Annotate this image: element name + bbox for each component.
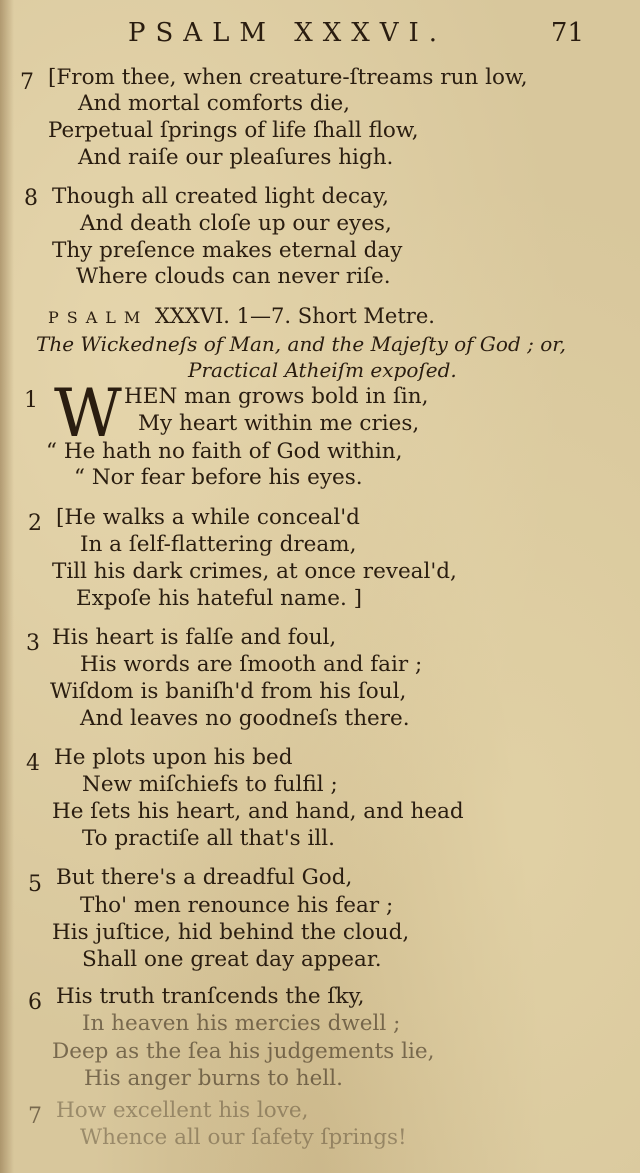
verse-line: In a ſelf-flattering dream, [80,532,357,557]
verse-line: His heart is falſe and foul, [52,625,337,650]
verse-line: Expoſe his hateful name. ] [76,586,363,611]
verse-line: [From thee, when creature-ſtreams run low, [48,65,528,90]
hymn-heading-rest: XXXVI. 1—7. Short Metre. [154,304,435,328]
stanza-number: 3 [26,631,40,656]
verse-line: New miſchiefs to fulfil ; [82,772,338,797]
verse-line: Perpetual ſprings of life ſhall flow, [48,118,419,143]
verse-line: Deep as the ſea his judgements lie, [52,1039,435,1064]
hymn-subtitle: Practical Atheiſm expoſed. [188,358,457,382]
stanza-number: 1 [24,388,38,413]
verse-line: “ Nor fear before his eyes. [74,465,363,490]
page-gutter-shadow [0,0,14,1173]
drop-cap: W [54,375,122,452]
verse-line: Thy preſence makes eternal day [52,238,403,263]
verse-line: Wiſdom is baniſh'd from his ſoul, [50,679,407,704]
verse-line: And leaves no goodneſs there. [80,706,410,731]
verse-line: Till his dark crimes, at once reveal'd, [52,559,457,584]
verse-line: Shall one great day appear. [82,947,382,972]
verse-line: In heaven his mercies dwell ; [82,1011,401,1036]
running-title: PSALM XXXVI. [128,18,448,48]
verse-line: His anger burns to hell. [84,1066,343,1091]
verse-line: My heart within me cries, [138,411,420,436]
verse-line: And death cloſe up our eyes, [80,211,392,236]
verse-line: Tho' men renounce his fear ; [80,893,394,918]
stanza-number: 8 [24,186,38,211]
running-head [0,18,640,52]
hymn-heading [48,303,435,331]
verse-line: His truth tranſcends the ſky, [56,984,365,1009]
stanza-number: 5 [28,872,42,897]
verse-line: He plots upon his bed [54,745,293,770]
verse-line: Though all created light decay, [52,184,389,209]
verse-line: And raiſe our pleaſures high. [78,145,394,170]
verse-line: To practiſe all that's ill. [82,826,335,851]
verse-line: “ He hath no faith of God within, [46,439,403,464]
verse-line: He ſets his heart, and hand, and head [52,799,464,824]
verse-line: But there's a dreadful God, [56,865,353,890]
stanza-number: 7 [20,70,34,95]
stanza-number: 7 [28,1104,42,1129]
hymn-heading-psalm: PSALM [48,308,149,327]
hymn-subtitle: The Wickedneſs of Man, and the Majeſty of God ; or, [36,332,566,356]
verse-line: And mortal comforts die, [78,91,351,116]
verse-line: [He walks a while conceal'd [56,505,360,530]
page-number: 71 [550,18,584,48]
stanza-number: 6 [28,990,42,1015]
verse-line: Whence all our ſafety ſprings! [80,1125,407,1150]
verse-line: His juſtice, hid behind the cloud, [52,920,410,945]
verse-line: His words are ſmooth and fair ; [80,652,423,677]
stanza-number: 2 [28,511,42,536]
verse-line: How excellent his love, [56,1098,309,1123]
verse-line: HEN man grows bold in ſin, [124,384,429,409]
verse-line: Where clouds can never riſe. [76,264,391,289]
stanza-number: 4 [26,751,40,776]
